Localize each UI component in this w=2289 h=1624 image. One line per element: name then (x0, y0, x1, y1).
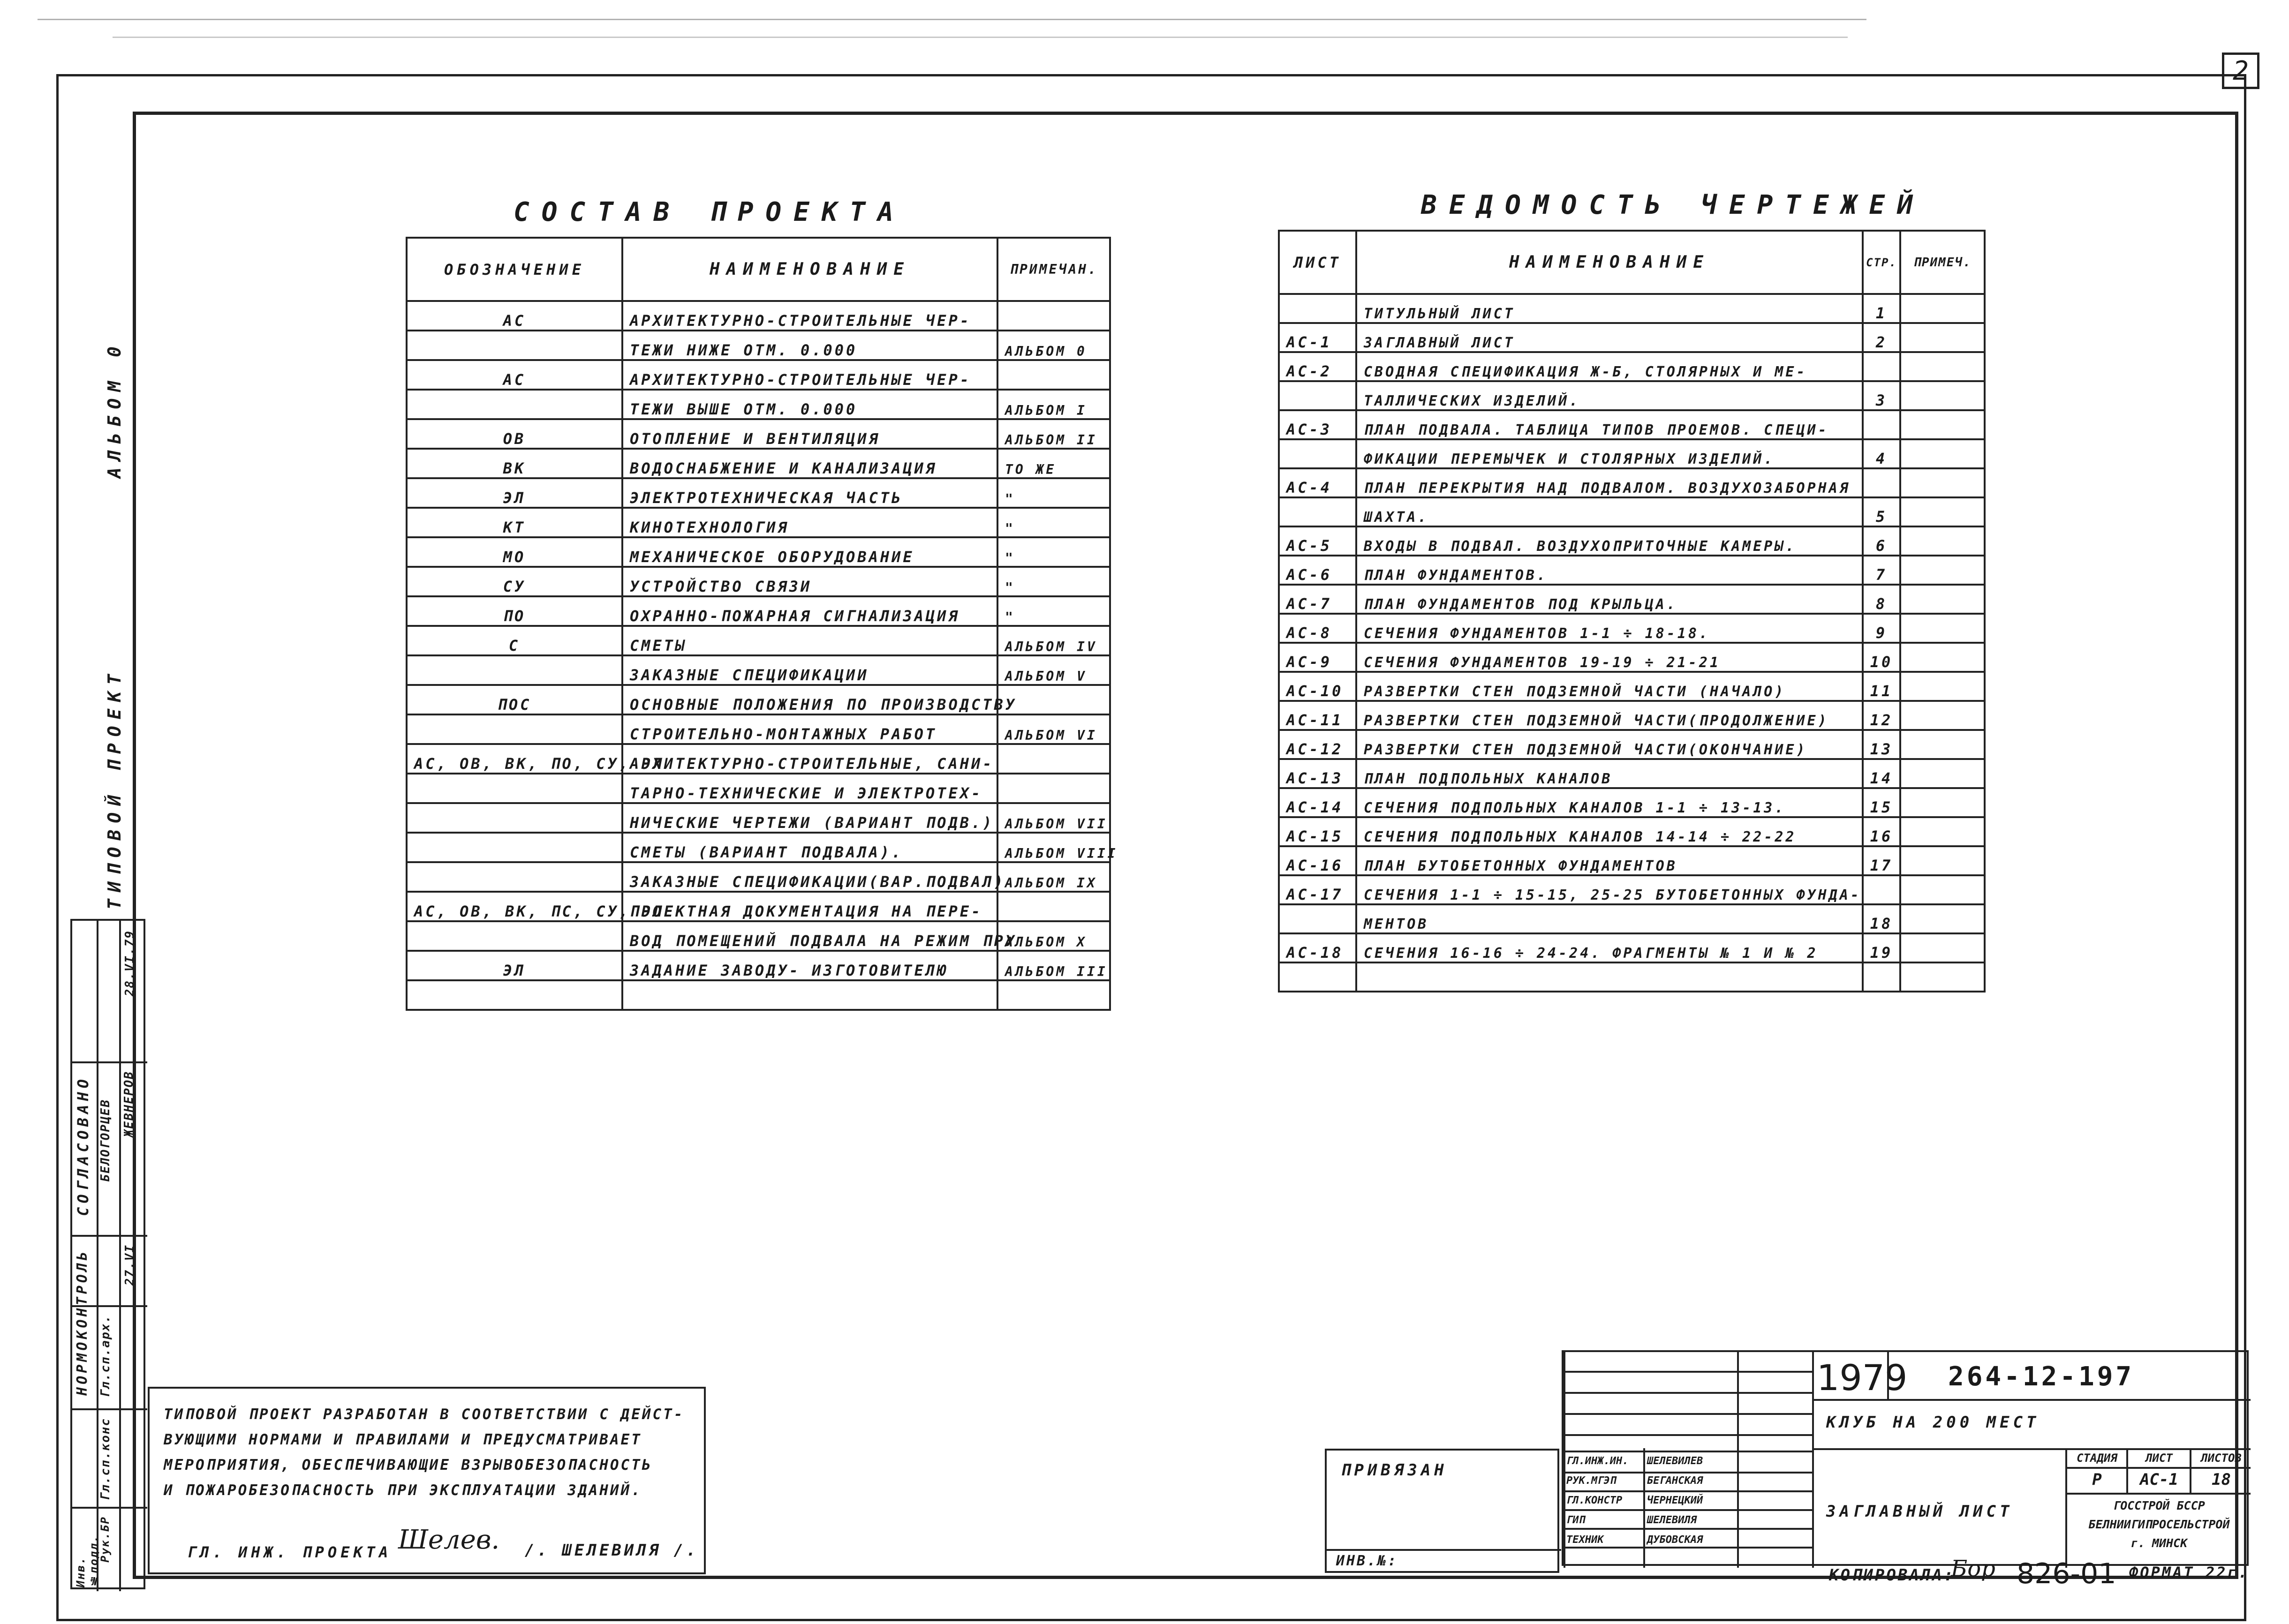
note-cell: " (997, 567, 1110, 596)
table-row (407, 449, 1110, 478)
designation-cell (407, 390, 622, 419)
col-sheet: ЛИСТ (1279, 231, 1356, 294)
table-row (407, 862, 1110, 892)
designation-cell: ВК (407, 449, 622, 478)
name-cell: ПЛАН ФУНДАМЕНТОВ ПОД КРЫЛЬЦА. (1356, 585, 1863, 614)
name-cell: ТЕЖИ НИЖЕ ОТМ. 0.000 (622, 331, 997, 360)
approval-date-mid: 27.VI (123, 1244, 137, 1286)
designation-cell: МО (407, 537, 622, 567)
page-cell: 18 (1863, 904, 1900, 933)
note-cell (997, 744, 1110, 774)
page-cell: 11 (1863, 672, 1900, 701)
page-cell: 3 (1863, 381, 1900, 410)
remark-cell (1900, 381, 1985, 410)
remark-cell (1900, 352, 1985, 381)
remark-cell (1900, 410, 1985, 439)
table-row (1279, 585, 1985, 614)
sheet-cell (1279, 962, 1356, 992)
page-cell: 17 (1863, 846, 1900, 875)
name-cell: ТАЛЛИЧЕСКИХ ИЗДЕЛИЙ. (1356, 381, 1863, 410)
note-cell: ТО ЖЕ (997, 449, 1110, 478)
table-row (1279, 381, 1985, 410)
remark-cell (1900, 439, 1985, 468)
table-row (407, 596, 1110, 626)
designation-cell: ПО (407, 596, 622, 626)
note-cell: АЛЬБОМ VI (997, 714, 1110, 744)
chief-engineer-signature: Шелев. (398, 1525, 500, 1555)
name-cell (622, 980, 997, 1010)
designation-cell (407, 803, 622, 833)
table-row (1279, 701, 1985, 730)
designation-cell: ЭЛ (407, 951, 622, 980)
name-cell: ПРОЕКТНАЯ ДОКУМЕНТАЦИЯ НА ПЕРЕ- (622, 892, 997, 921)
approval-role: Рук.БР (98, 1516, 112, 1563)
note-line: И ПОЖАРОБЕЗОПАСНОСТЬ ПРИ ЭКСПЛУАТАЦИИ ЗДАНИЙ. (164, 1482, 642, 1499)
name-cell: ОСНОВНЫЕ ПОЛОЖЕНИЯ ПО ПРОИЗВОДСТВУ (622, 685, 997, 714)
designation-cell: ПОС (407, 685, 622, 714)
table-row (1279, 788, 1985, 817)
signer-name: ШЕЛЕВИЛЕВ (1647, 1455, 1703, 1467)
signer-role: ТЕХНИК (1566, 1534, 1604, 1546)
sheet-cell: АС-1 (1279, 323, 1356, 352)
name-cell: СЕЧЕНИЯ 1-1 ÷ 15-15, 25-25 БУТОБЕТОННЫХ ФУНДА- (1356, 875, 1863, 904)
object-name: КЛУБ НА 200 МЕСТ (1826, 1413, 2040, 1432)
remark-cell (1900, 962, 1985, 992)
table-row (1279, 526, 1985, 556)
page-cell: 1 (1863, 294, 1900, 323)
org-line: ГОССТРОЙ БССР (2113, 1499, 2205, 1512)
name-cell: РАЗВЕРТКИ СТЕН ПОДЗЕМНОЙ ЧАСТИ(ОКОНЧАНИЕ) (1356, 730, 1863, 759)
note-cell: АЛЬБОМ I (997, 390, 1110, 419)
designation-cell (407, 980, 622, 1010)
col-remark: ПРИМЕЧ. (1900, 231, 1985, 294)
remark-cell (1900, 759, 1985, 788)
designation-cell: АС, ОВ, ВК, ПО, СУ, ЭЛ (407, 744, 622, 774)
designation-cell (407, 862, 622, 892)
note-cell: " (997, 508, 1110, 537)
approval-name: ЖЕВНЕРОВ (122, 1071, 136, 1137)
project-code: 264-12-197 (1948, 1361, 2135, 1392)
page-cell: 7 (1863, 556, 1900, 585)
note-cell: АЛЬБОМ III (997, 951, 1110, 980)
drawings-title: ВЕДОМОСТЬ ЧЕРТЕЖЕЙ (1421, 190, 1925, 220)
name-cell: ШАХТА. (1356, 497, 1863, 526)
approval-strip (70, 919, 145, 1589)
table-row (407, 360, 1110, 390)
note-cell: АЛЬБОМ VIII (997, 833, 1110, 862)
note-cell (997, 360, 1110, 390)
name-cell: СЕЧЕНИЯ ФУНДАМЕНТОВ 1-1 ÷ 18-18. (1356, 614, 1863, 643)
remark-cell (1900, 556, 1985, 585)
name-cell: СМЕТЫ (ВАРИАНТ ПОДВАЛА). (622, 833, 997, 862)
note-cell (997, 301, 1110, 331)
page-cell (1863, 468, 1900, 497)
table-row (1279, 759, 1985, 788)
page-cell: 9 (1863, 614, 1900, 643)
table-row (407, 419, 1110, 449)
remark-cell (1900, 497, 1985, 526)
sheet-value: АС-1 (2140, 1470, 2178, 1489)
signer-role: ГЛ.КОНСТР (1566, 1495, 1623, 1506)
table-row (1279, 875, 1985, 904)
page-cell (1863, 410, 1900, 439)
remark-cell (1900, 788, 1985, 817)
table-row (1279, 323, 1985, 352)
remark-cell (1900, 294, 1985, 323)
table-row (407, 921, 1110, 951)
remark-cell (1900, 672, 1985, 701)
remark-cell (1900, 643, 1985, 672)
name-cell: ЗАГЛАВНЫЙ ЛИСТ (1356, 323, 1863, 352)
note-cell: АЛЬБОМ IV (997, 626, 1110, 655)
note-line: МЕРОПРИЯТИЯ, ОБЕСПЕЧИВАЮЩИЕ ВЗРЫВОБЕЗОПАСНОСТЬ (164, 1457, 653, 1474)
approval-role: Гл.сп.конс (98, 1418, 113, 1501)
page-cell (1863, 352, 1900, 381)
name-cell: АРХИТЕКТУРНО-СТРОИТЕЛЬНЫЕ, САНИ- (622, 744, 997, 774)
remark-cell (1900, 730, 1985, 759)
approval-name: БЕЛОГОРЦЕВ (98, 1099, 113, 1182)
copied-signature: Бор (1951, 1556, 1995, 1582)
signer-role: ГЛ.ИНЖ.ИН. (1566, 1455, 1629, 1467)
table-row (1279, 614, 1985, 643)
name-cell: ПЛАН ПЕРЕКРЫТИЯ НАД ПОДВАЛОМ. ВОЗДУХОЗАБОРНАЯ (1356, 468, 1863, 497)
sheet-cell (1279, 904, 1356, 933)
signer-name: ШЕЛЕВИЛЯ (1647, 1514, 1697, 1526)
sheet-cell: АС-9 (1279, 643, 1356, 672)
note-cell (997, 774, 1110, 803)
name-cell: СЕЧЕНИЯ ПОДПОЛЬНЫХ КАНАЛОВ 1-1 ÷ 13-13. (1356, 788, 1863, 817)
name-cell: СЕЧЕНИЯ ФУНДАМЕНТОВ 19-19 ÷ 21-21 (1356, 643, 1863, 672)
org-line: БЕЛНИИГИПРОСЕЛЬСТРОЙ (2088, 1518, 2230, 1531)
tie-in-label: ПРИВЯЗАН (1341, 1461, 1448, 1480)
sheet-cell: АС-4 (1279, 468, 1356, 497)
signer-row (1564, 1532, 1812, 1551)
name-cell (1356, 962, 1863, 992)
table-row (407, 567, 1110, 596)
page-cell: 12 (1863, 701, 1900, 730)
designation-cell: АС (407, 301, 622, 331)
table-row (1279, 817, 1985, 846)
note-cell: АЛЬБОМ VII (997, 803, 1110, 833)
table-row (1279, 643, 1985, 672)
sheet-cell: АС-16 (1279, 846, 1356, 875)
signer-role: ГИП (1566, 1514, 1585, 1526)
tie-in-box (1325, 1449, 1559, 1573)
note-cell: АЛЬБОМ 0 (997, 331, 1110, 360)
designation-cell (407, 833, 622, 862)
name-cell: ФИКАЦИИ ПЕРЕМЫЧЕК И СТОЛЯРНЫХ ИЗДЕЛИЙ. (1356, 439, 1863, 468)
chief-engineer-name: /. ШЕЛЕВИЛЯ /. (525, 1541, 699, 1560)
table-row (407, 951, 1110, 980)
page-cell: 2 (1863, 323, 1900, 352)
scan-artifact-line (113, 37, 1848, 38)
page-cell (1863, 962, 1900, 992)
remark-cell (1900, 468, 1985, 497)
remark-cell (1900, 875, 1985, 904)
table-row (1279, 439, 1985, 468)
col-note: ПРИМЕЧАН. (997, 238, 1110, 301)
sheet-cell: АС-10 (1279, 672, 1356, 701)
designation-cell: С (407, 626, 622, 655)
project-type-side-label: ТИПОВОЙ ПРОЕКТ (104, 667, 125, 910)
name-cell: ЗАДАНИЕ ЗАВОДУ- ИЗГОТОВИТЕЛЮ (622, 951, 997, 980)
page-cell: 10 (1863, 643, 1900, 672)
sheet-cell: АС-5 (1279, 526, 1356, 556)
sheet-cell (1279, 439, 1356, 468)
stage-label: СТАДИЯ (2077, 1451, 2117, 1465)
signer-role: РУК.МГЭП (1566, 1475, 1616, 1487)
remark-cell (1900, 817, 1985, 846)
agreed-label: СОГЛАСОВАНО (74, 1075, 92, 1216)
album-side-label: АЛЬБОМ 0 (104, 339, 125, 478)
table-row (1279, 497, 1985, 526)
name-cell: ВХОДЫ В ПОДВАЛ. ВОЗДУХОПРИТОЧНЫЕ КАМЕРЫ. (1356, 526, 1863, 556)
sheet-cell: АС-2 (1279, 352, 1356, 381)
sheet-number: 2 (2222, 53, 2259, 89)
table-row (407, 478, 1110, 508)
table-row (407, 803, 1110, 833)
page-cell: 16 (1863, 817, 1900, 846)
sheet-cell: АС-13 (1279, 759, 1356, 788)
sheet-cell: АС-17 (1279, 875, 1356, 904)
sheet-cell: АС-6 (1279, 556, 1356, 585)
sheet-cell (1279, 497, 1356, 526)
name-cell: МЕХАНИЧЕСКОЕ ОБОРУДОВАНИЕ (622, 537, 997, 567)
name-cell: ПЛАН ПОДПОЛЬНЫХ КАНАЛОВ (1356, 759, 1863, 788)
note-cell (997, 892, 1110, 921)
designation-cell: КТ (407, 508, 622, 537)
sheet-cell: АС-7 (1279, 585, 1356, 614)
col-name: НАИМЕНОВАНИЕ (622, 238, 997, 301)
sheet-cell: АС-11 (1279, 701, 1356, 730)
sheet-cell: АС-8 (1279, 614, 1356, 643)
page-cell: 4 (1863, 439, 1900, 468)
signer-row (1564, 1493, 1812, 1511)
name-cell: АРХИТЕКТУРНО-СТРОИТЕЛЬНЫЕ ЧЕР- (622, 301, 997, 331)
name-cell: ПЛАН ПОДВАЛА. ТАБЛИЦА ТИПОВ ПРОЕМОВ. СПЕЦИ- (1356, 410, 1863, 439)
col-name: НАИМЕНОВАНИЕ (1356, 231, 1863, 294)
designation-cell: ОВ (407, 419, 622, 449)
page-cell: 5 (1863, 497, 1900, 526)
designation-cell (407, 331, 622, 360)
sheet-cell: АС-14 (1279, 788, 1356, 817)
table-row (407, 892, 1110, 921)
scan-artifact-line (38, 19, 1866, 20)
note-cell: АЛЬБОМ X (997, 921, 1110, 951)
designation-cell: СУ (407, 567, 622, 596)
copied-label: КОПИРОВАЛА: (1829, 1566, 1956, 1585)
designation-cell (407, 921, 622, 951)
name-cell: ЗАКАЗНЫЕ СПЕЦИФИКАЦИИ(ВАР.ПОДВАЛ) (622, 862, 997, 892)
name-cell: СВОДНАЯ СПЕЦИФИКАЦИЯ Ж-Б, СТОЛЯРНЫХ И МЕ- (1356, 352, 1863, 381)
table-row (1279, 468, 1985, 497)
name-cell: ОХРАННО-ПОЖАРНАЯ СИГНАЛИЗАЦИЯ (622, 596, 997, 626)
table-row (407, 626, 1110, 655)
table-row (407, 714, 1110, 744)
table-row (1279, 962, 1985, 992)
name-cell: ТАРНО-ТЕХНИЧЕСКИЕ И ЭЛЕКТРОТЕХ- (622, 774, 997, 803)
composition-table (406, 237, 1118, 1011)
sheet-label: ЛИСТ (2145, 1451, 2173, 1465)
name-cell: КИНОТЕХНОЛОГИЯ (622, 508, 997, 537)
approval-role: Гл.сп.арх. (98, 1315, 113, 1398)
signer-row (1564, 1512, 1812, 1531)
name-cell: АРХИТЕКТУРНО-СТРОИТЕЛЬНЫЕ ЧЕР- (622, 360, 997, 390)
signer-row (1564, 1453, 1812, 1472)
table-row (1279, 846, 1985, 875)
remark-cell (1900, 904, 1985, 933)
table-row (1279, 730, 1985, 759)
page-cell: 6 (1863, 526, 1900, 556)
table-row (407, 774, 1110, 803)
name-cell: ВОД ПОМЕЩЕНИЙ ПОДВАЛА НА РЕЖИМ ПРУ (622, 921, 997, 951)
name-cell: ВОДОСНАБЖЕНИЕ И КАНАЛИЗАЦИЯ (622, 449, 997, 478)
name-cell: СМЕТЫ (622, 626, 997, 655)
composition-title: СОСТАВ ПРОЕКТА (514, 197, 906, 227)
col-designation: ОБОЗНАЧЕНИЕ (407, 238, 622, 301)
name-cell: РАЗВЕРТКИ СТЕН ПОДЗЕМНОЙ ЧАСТИ(ПРОДОЛЖЕНИЕ) (1356, 701, 1863, 730)
page-cell: 13 (1863, 730, 1900, 759)
name-cell: ЭЛЕКТРОТЕХНИЧЕСКАЯ ЧАСТЬ (622, 478, 997, 508)
sheet-name: ЗАГЛАВНЫЙ ЛИСТ (1826, 1502, 2013, 1521)
name-cell: СЕЧЕНИЯ ПОДПОЛЬНЫХ КАНАЛОВ 14-14 ÷ 22-22 (1356, 817, 1863, 846)
table-row (407, 537, 1110, 567)
designation-cell (407, 714, 622, 744)
normcontrol-label: НОРМОКОНТРОЛЬ (74, 1249, 91, 1396)
name-cell: ТИТУЛЬНЫЙ ЛИСТ (1356, 294, 1863, 323)
signer-name: БЕГАНСКАЯ (1647, 1475, 1703, 1487)
table-row (1279, 294, 1985, 323)
page-cell: 14 (1863, 759, 1900, 788)
note-cell: АЛЬБОМ II (997, 419, 1110, 449)
table-row (407, 980, 1110, 1010)
sheet-cell (1279, 294, 1356, 323)
name-cell: ТЕЖИ ВЫШЕ ОТМ. 0.000 (622, 390, 997, 419)
approval-role: Инв.№подл. (74, 1534, 100, 1587)
approval-date-top: 28.VI.79 (123, 930, 137, 997)
title-block (1562, 1350, 2249, 1566)
remark-cell (1900, 614, 1985, 643)
name-cell: ЗАКАЗНЫЕ СПЕЦИФИКАЦИИ (622, 655, 997, 685)
table-row (407, 301, 1110, 331)
chief-engineer-label: ГЛ. ИНЖ. ПРОЕКТА (187, 1543, 392, 1561)
table-row (407, 744, 1110, 774)
remark-cell (1900, 585, 1985, 614)
org-line: г. МИНСК (2130, 1536, 2188, 1550)
col-page: СТР. (1863, 231, 1900, 294)
project-year: 1979 (1817, 1357, 1908, 1398)
table-row (1279, 904, 1985, 933)
name-cell: ПЛАН БУТОБЕТОННЫХ ФУНДАМЕНТОВ (1356, 846, 1863, 875)
table-row (1279, 556, 1985, 585)
table-row (407, 331, 1110, 360)
sheet-cell: АС-18 (1279, 933, 1356, 962)
table-row (407, 390, 1110, 419)
table-row (407, 833, 1110, 862)
designation-cell: ЭЛ (407, 478, 622, 508)
remark-cell (1900, 526, 1985, 556)
table-row (407, 655, 1110, 685)
name-cell: НИЧЕСКИЕ ЧЕРТЕЖИ (ВАРИАНТ ПОДВ.) (622, 803, 997, 833)
stage-value: Р (2092, 1470, 2102, 1489)
name-cell: ПЛАН ФУНДАМЕНТОВ. (1356, 556, 1863, 585)
table-row (1279, 672, 1985, 701)
designation-cell: АС, ОВ, ВК, ПС, СУ, ЭЛ (407, 892, 622, 921)
designation-cell (407, 774, 622, 803)
inventory-label: ИНВ.№: (1336, 1553, 1398, 1569)
format-label: ФОРМАТ 22г. (2129, 1564, 2249, 1581)
signer-name: ДУБОВСКАЯ (1647, 1534, 1703, 1546)
sheets-label: ЛИСТОВ (2201, 1451, 2242, 1465)
note-cell: АЛЬБОМ IX (997, 862, 1110, 892)
sheets-value: 18 (2212, 1470, 2231, 1489)
remark-cell (1900, 701, 1985, 730)
signer-name: ЧЕРНЕЦКИЙ (1647, 1495, 1703, 1506)
sheet-cell: АС-12 (1279, 730, 1356, 759)
copy-number: 826-01 (2017, 1557, 2116, 1590)
table-row (1279, 933, 1985, 962)
note-line: ТИПОВОЙ ПРОЕКТ РАЗРАБОТАН В СООТВЕТСТВИИ С ДЕЙСТ- (164, 1406, 685, 1423)
table-row (407, 685, 1110, 714)
page-cell: 19 (1863, 933, 1900, 962)
name-cell: МЕНТОВ (1356, 904, 1863, 933)
name-cell: РАЗВЕРТКИ СТЕН ПОДЗЕМНОЙ ЧАСТИ (НАЧАЛО) (1356, 672, 1863, 701)
name-cell: ОТОПЛЕНИЕ И ВЕНТИЛЯЦИЯ (622, 419, 997, 449)
designation-cell (407, 655, 622, 685)
note-line: ВУЮЩИМИ НОРМАМИ И ПРАВИЛАМИ И ПРЕДУСМАТРИВАЕТ (164, 1431, 642, 1448)
note-box (148, 1387, 706, 1574)
remark-cell (1900, 323, 1985, 352)
note-cell (997, 980, 1110, 1010)
name-cell: СТРОИТЕЛЬНО-МОНТАЖНЫХ РАБОТ (622, 714, 997, 744)
note-cell: " (997, 478, 1110, 508)
designation-cell: АС (407, 360, 622, 390)
name-cell: СЕЧЕНИЯ 16-16 ÷ 24-24. ФРАГМЕНТЫ № 1 И № 2 (1356, 933, 1863, 962)
page-cell: 15 (1863, 788, 1900, 817)
drawings-table (1278, 230, 1986, 992)
remark-cell (1900, 933, 1985, 962)
note-cell: " (997, 596, 1110, 626)
table-row (1279, 352, 1985, 381)
name-cell: УСТРОЙСТВО СВЯЗИ (622, 567, 997, 596)
sheet-cell: АС-15 (1279, 817, 1356, 846)
sheet-cell: АС-3 (1279, 410, 1356, 439)
note-cell: " (997, 537, 1110, 567)
remark-cell (1900, 846, 1985, 875)
page-cell: 8 (1863, 585, 1900, 614)
page-cell (1863, 875, 1900, 904)
table-row (1279, 410, 1985, 439)
signer-row (1564, 1473, 1812, 1492)
sheet-cell (1279, 381, 1356, 410)
note-cell: АЛЬБОМ V (997, 655, 1110, 685)
table-row (407, 508, 1110, 537)
